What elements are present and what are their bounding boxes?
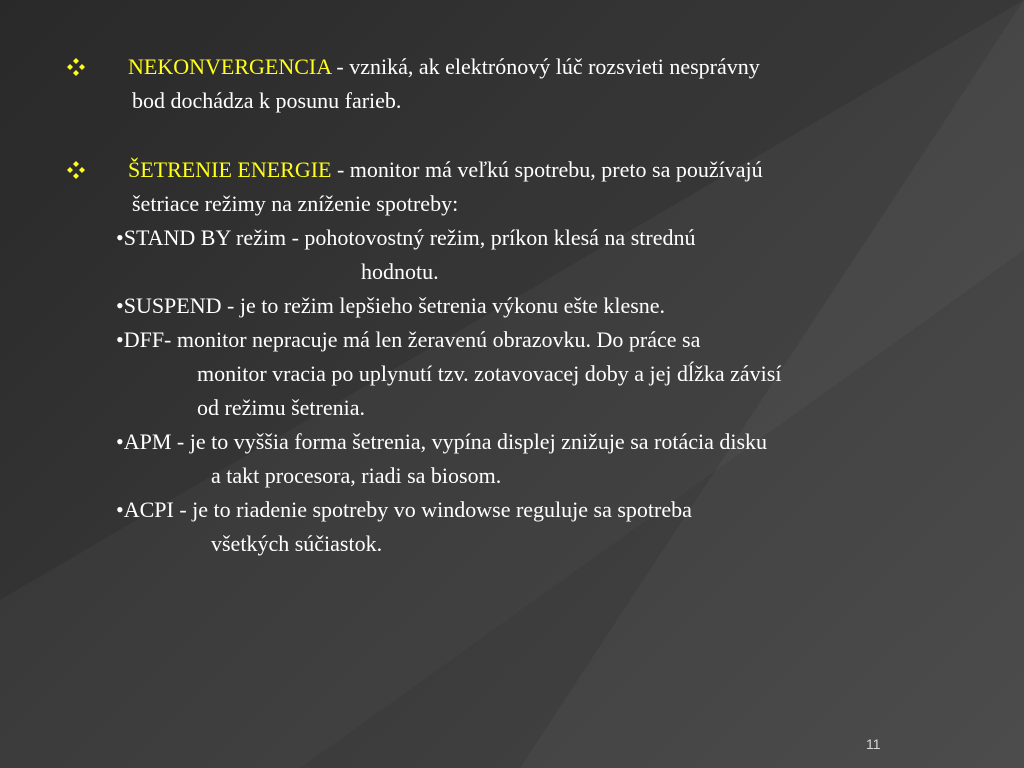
four-diamond-bullet-icon <box>66 160 86 180</box>
term-label: NEKONVERGENCIA <box>128 54 331 79</box>
sub-item-apm: •APM - je to vyššia forma šetrenia, vypína displej znižuje sa rotácia disku <box>116 429 768 454</box>
sub-item-dff: •DFF- monitor nepracuje má len žeravenú obrazovku. Do práce sa <box>116 327 701 352</box>
sub-item-continuation: všetkých súčiastok. <box>211 531 383 556</box>
sub-item-continuation: hodnotu. <box>361 259 439 284</box>
sub-item-continuation: a takt procesora, riadi sa biosom. <box>211 463 502 488</box>
sub-item-continuation: od režimu šetrenia. <box>197 395 365 420</box>
four-diamond-bullet-icon <box>66 57 86 77</box>
slide-number: 11 <box>866 736 881 752</box>
sub-item-stand-by: •STAND BY režim - pohotovostný režim, príkon klesá na strednú <box>116 225 696 250</box>
bullet-item-setrenie-energie <box>128 153 763 187</box>
sub-item-continuation: monitor vracia po uplynutí tzv. zotavovacej doby a jej dĺžka závisí <box>197 361 782 386</box>
term-label: ŠETRENIE ENERGIE <box>128 157 332 182</box>
sub-item-suspend: •SUSPEND - je to režim lepšieho šetrenia výkonu ešte klesne. <box>116 293 666 318</box>
description-continuation: šetriace režimy na zníženie spotreby: <box>132 191 459 216</box>
bullet-item-nekonvergencia <box>128 50 760 84</box>
term-description: - vzniká, ak elektrónový lúč rozsvieti nesprávny <box>330 54 760 79</box>
sub-item-acpi: •ACPI - je to riadenie spotreby vo windowse reguluje sa spotreba <box>116 497 692 522</box>
description-continuation: bod dochádza k posunu farieb. <box>132 88 402 113</box>
term-description: - monitor má veľkú spotrebu, preto sa používajú <box>331 157 763 182</box>
